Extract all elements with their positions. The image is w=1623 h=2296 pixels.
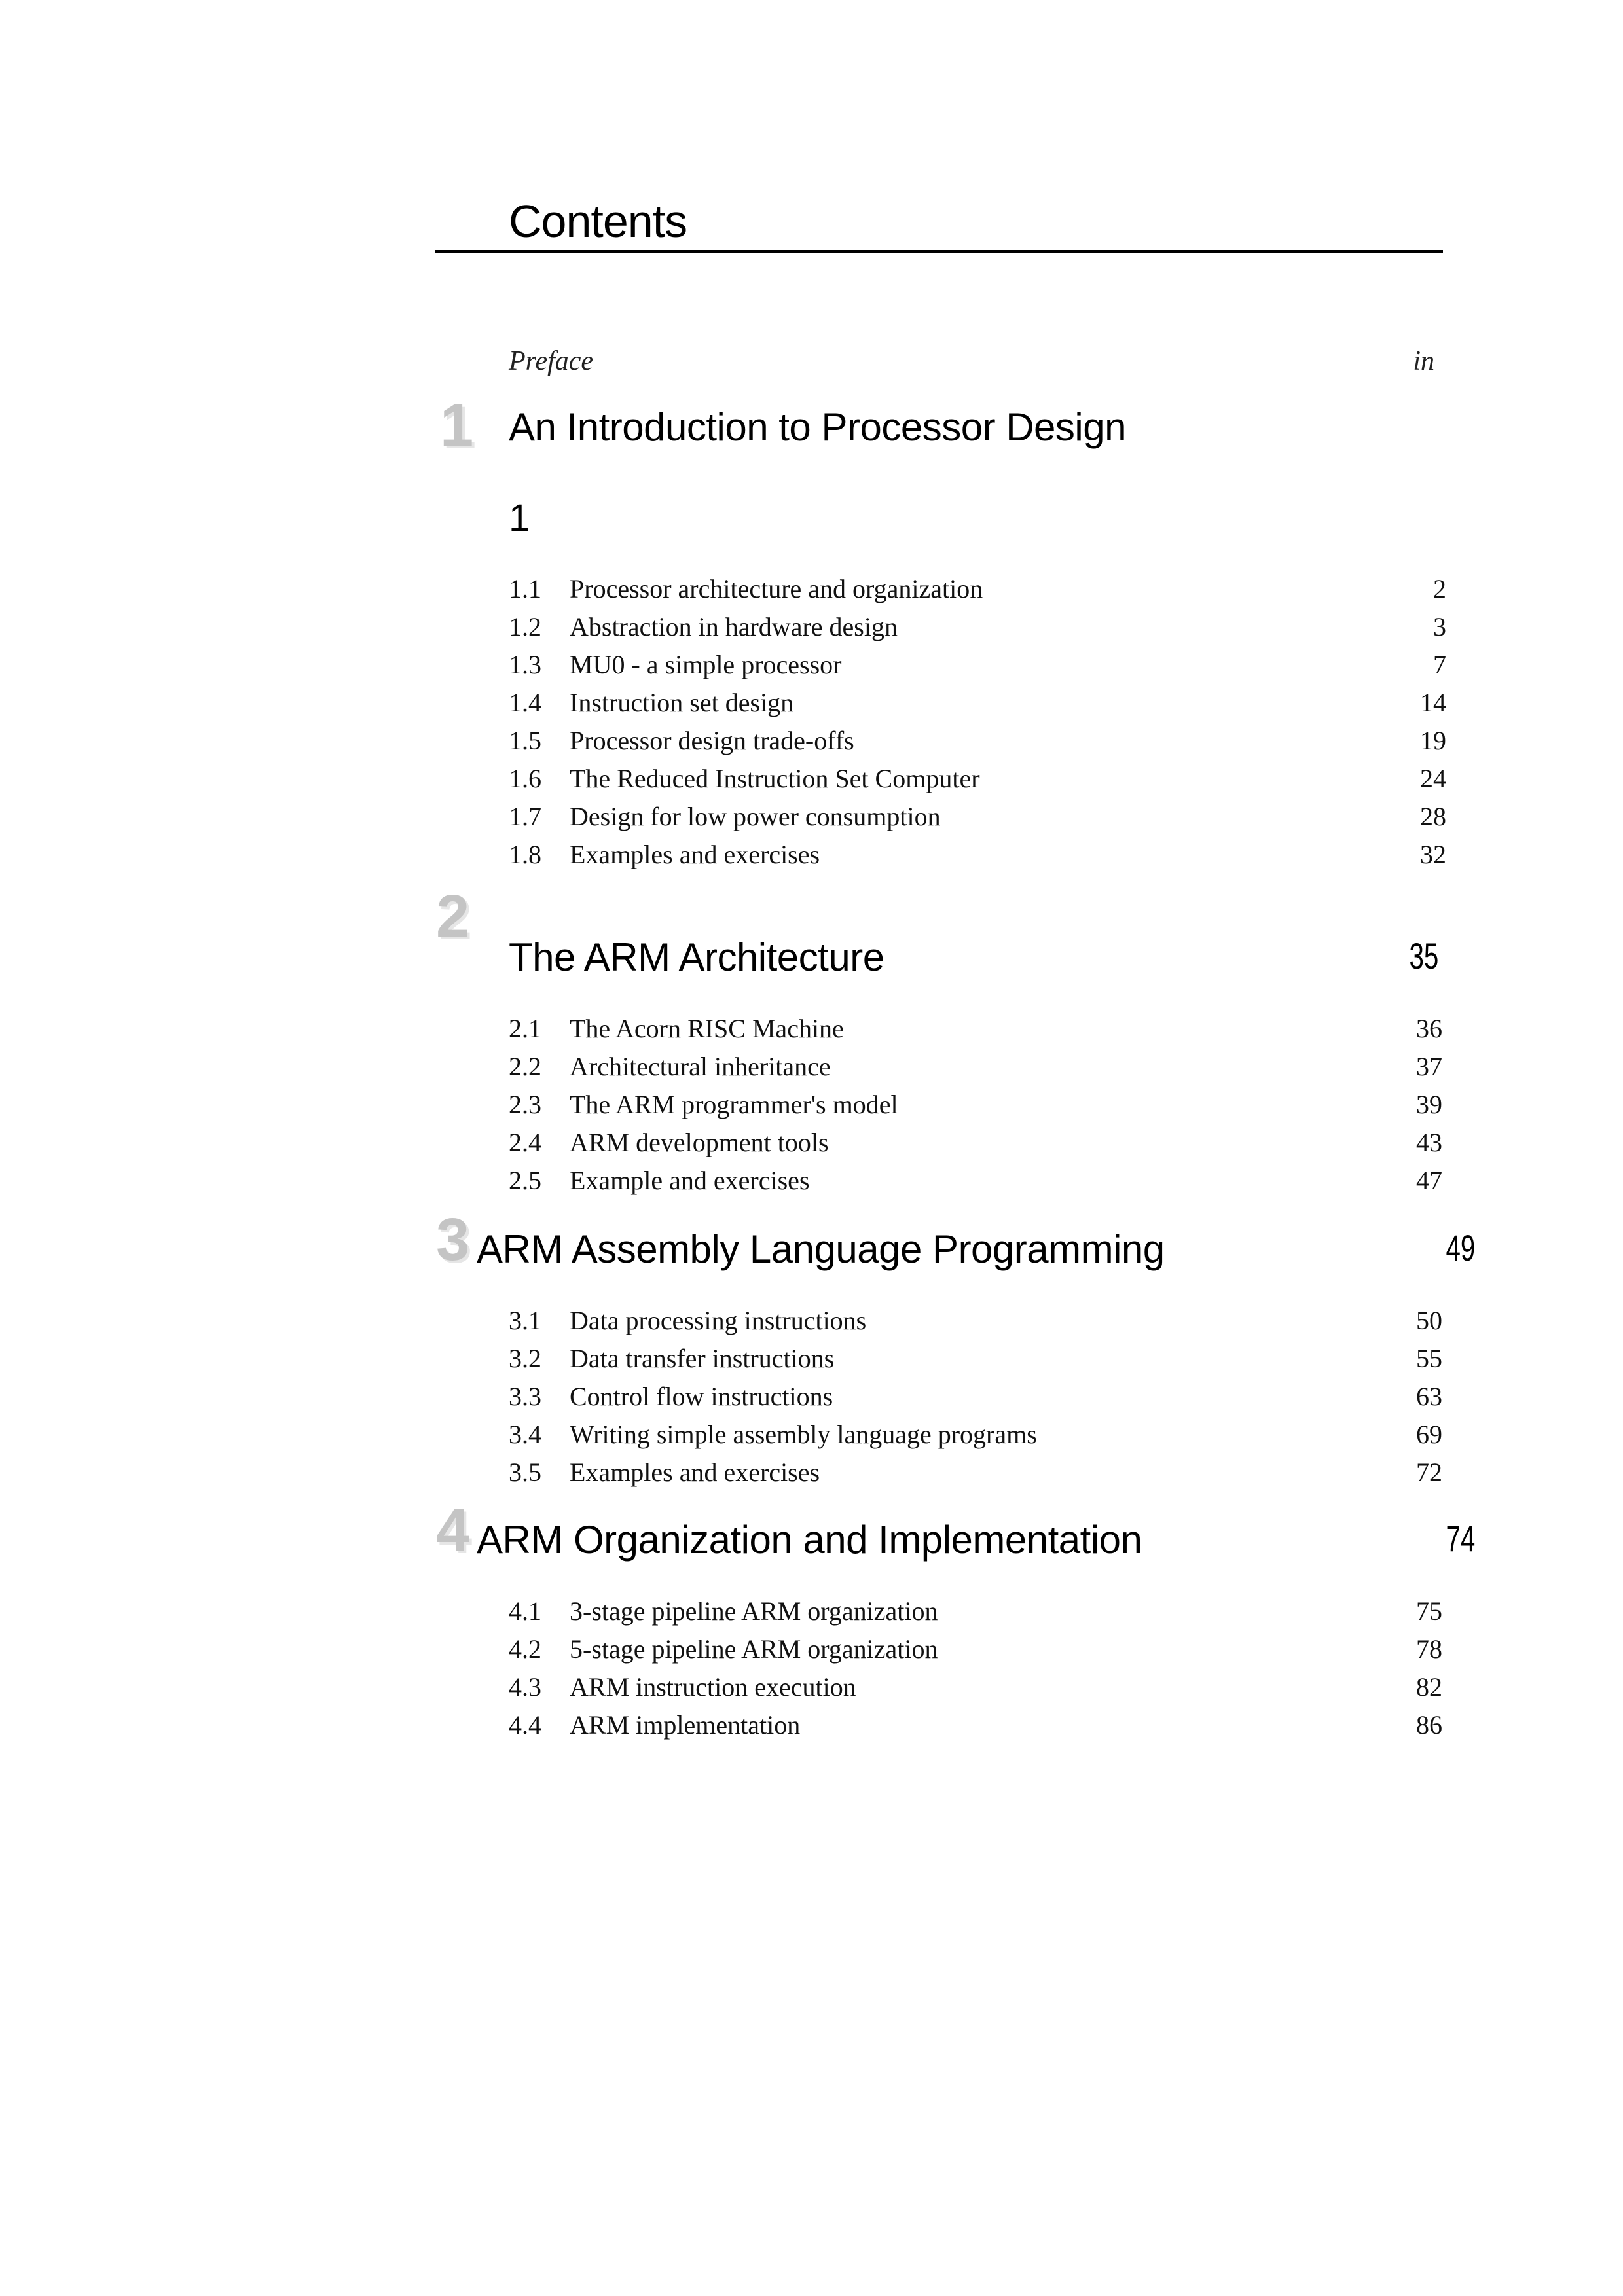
section-number: 4.3 [509, 1672, 541, 1702]
section-page: 86 [1416, 1710, 1442, 1740]
section-title[interactable]: 3-stage pipeline ARM organization [570, 1596, 938, 1626]
preface-page: in [1413, 346, 1434, 376]
section-page: 3 [1433, 612, 1446, 641]
section-title[interactable]: Example and exercises [570, 1166, 810, 1195]
section-page: 75 [1416, 1596, 1442, 1626]
section-number: 2.1 [509, 1014, 541, 1043]
section-title[interactable]: Instruction set design [570, 688, 794, 717]
section-title[interactable]: Architectural inheritance [570, 1052, 831, 1081]
section-number: 3.5 [509, 1458, 541, 1487]
chapter-1-number-badge: 1 [440, 392, 474, 459]
section-title[interactable]: Examples and exercises [570, 1458, 820, 1487]
chapter-3-number-badge: 3 [436, 1206, 470, 1273]
section-title[interactable]: Abstraction in hardware design [570, 612, 898, 641]
section-number: 2.2 [509, 1052, 541, 1081]
section-title[interactable]: Processor architecture and organization [570, 574, 983, 603]
section-number: 1.6 [509, 764, 541, 793]
section-title[interactable]: MU0 - a simple processor [570, 650, 842, 679]
section-number: 3.1 [509, 1306, 541, 1335]
section-title[interactable]: Writing simple assembly language programs [570, 1420, 1037, 1449]
chapter-1-page: 1 [509, 497, 530, 539]
section-title[interactable]: The ARM programmer's model [570, 1090, 898, 1119]
section-page: 36 [1416, 1014, 1442, 1043]
section-page: 55 [1416, 1344, 1442, 1373]
section-page: 82 [1416, 1672, 1442, 1702]
section-page: 7 [1433, 650, 1446, 679]
chapter-4-title[interactable]: ARM Organization and Implementation [477, 1518, 1142, 1562]
section-number: 2.3 [509, 1090, 541, 1119]
page-title: Contents [509, 196, 687, 247]
chapter-2-title[interactable]: The ARM Architecture [509, 935, 884, 979]
chapter-1-title[interactable]: An Introduction to Processor Design [509, 405, 1126, 449]
section-number: 1.8 [509, 840, 541, 869]
section-page: 28 [1420, 802, 1446, 831]
section-number: 4.2 [509, 1634, 541, 1664]
section-number: 1.4 [509, 688, 541, 717]
section-number: 3.2 [509, 1344, 541, 1373]
section-page: 19 [1420, 726, 1446, 755]
section-title[interactable]: ARM instruction execution [570, 1672, 856, 1702]
preface-label[interactable]: Preface [509, 346, 594, 376]
section-page: 50 [1416, 1306, 1442, 1335]
chapter-2-page: 35 [1409, 935, 1438, 977]
section-title[interactable]: Control flow instructions [570, 1382, 833, 1411]
section-number: 1.1 [509, 574, 541, 603]
section-title[interactable]: ARM development tools [570, 1128, 829, 1157]
section-number: 2.5 [509, 1166, 541, 1195]
section-title[interactable]: ARM implementation [570, 1710, 801, 1740]
section-number: 3.3 [509, 1382, 541, 1411]
section-title[interactable]: The Reduced Instruction Set Computer [570, 764, 980, 793]
section-page: 2 [1433, 574, 1446, 603]
section-title[interactable]: Examples and exercises [570, 840, 820, 869]
chapter-4-page: 74 [1446, 1518, 1475, 1559]
chapter-4-number-badge: 4 [436, 1497, 470, 1564]
section-page: 39 [1416, 1090, 1442, 1119]
section-number: 1.5 [509, 726, 541, 755]
section-number: 1.7 [509, 802, 541, 831]
title-rule [435, 250, 1443, 253]
section-page: 69 [1416, 1420, 1442, 1449]
section-page: 47 [1416, 1166, 1442, 1195]
section-number: 4.1 [509, 1596, 541, 1626]
section-page: 78 [1416, 1634, 1442, 1664]
chapter-3-title[interactable]: ARM Assembly Language Programming [477, 1227, 1165, 1271]
section-page: 32 [1420, 840, 1446, 869]
section-number: 4.4 [509, 1710, 541, 1740]
section-title[interactable]: The Acorn RISC Machine [570, 1014, 844, 1043]
section-title[interactable]: 5-stage pipeline ARM organization [570, 1634, 938, 1664]
section-number: 1.2 [509, 612, 541, 641]
section-page: 63 [1416, 1382, 1442, 1411]
section-title[interactable]: Design for low power consumption [570, 802, 941, 831]
section-number: 1.3 [509, 650, 541, 679]
section-page: 37 [1416, 1052, 1442, 1081]
section-number: 2.4 [509, 1128, 541, 1157]
section-page: 43 [1416, 1128, 1442, 1157]
section-page: 24 [1420, 764, 1446, 793]
chapter-2-number-badge: 2 [436, 883, 470, 950]
section-title[interactable]: Data transfer instructions [570, 1344, 835, 1373]
section-title[interactable]: Processor design trade-offs [570, 726, 854, 755]
section-number: 3.4 [509, 1420, 541, 1449]
section-title[interactable]: Data processing instructions [570, 1306, 867, 1335]
section-page: 14 [1420, 688, 1446, 717]
section-page: 72 [1416, 1458, 1442, 1487]
chapter-3-page: 49 [1446, 1227, 1475, 1268]
